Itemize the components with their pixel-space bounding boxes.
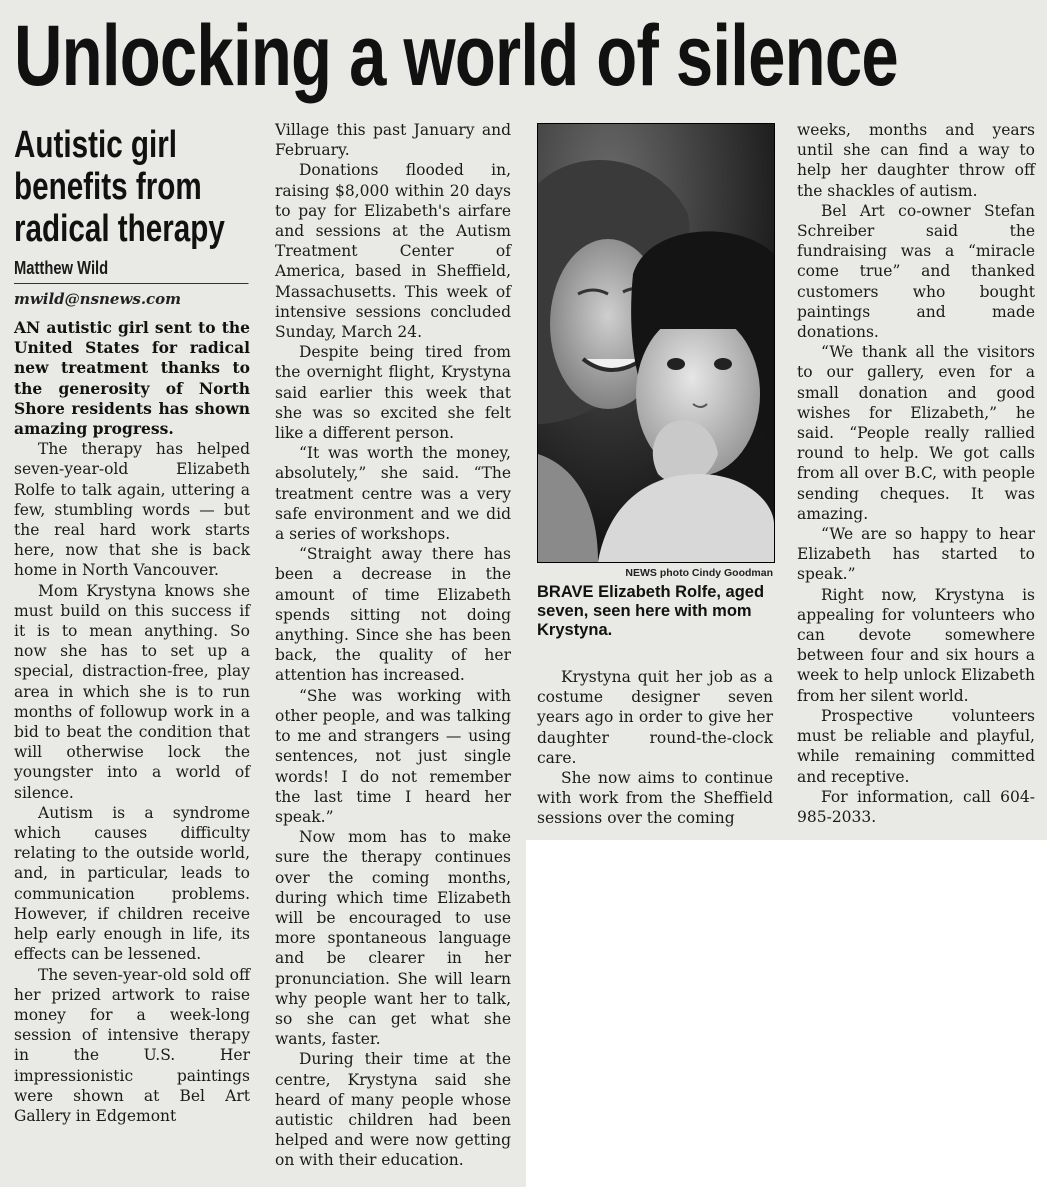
paragraph: Right now, Krystyna is appealing for volunteers who can devote somewhere between four and six hours a week to help unlock Elizabeth from her silent world. bbox=[797, 585, 1035, 705]
paragraph: The therapy has helped seven-year-old Elizabeth Rolfe to talk again, uttering a few, stumbling words — but the real hard work starts here, now that she is back home in North Vancouver. bbox=[14, 440, 250, 580]
paragraph: Village this past January and February. bbox=[275, 121, 511, 160]
paragraph: “We thank all the visitors to our gallery, even for a small donation and good wishes for Elizabeth,” he said. “People really rallied round to help. We got calls from all over B.C, with people sending cheques. It was amazing. bbox=[797, 343, 1035, 523]
headline: Unlocking a world of silence bbox=[14, 8, 898, 104]
paragraph: The seven-year-old sold off her prized artwork to raise money for a week-long session of intensive therapy in the U.S. Her impressionistic paintings were shown at Bel Art Gallery in Edgemont bbox=[14, 965, 250, 1125]
photo-illustration bbox=[538, 124, 774, 562]
column-2 bbox=[275, 120, 511, 1171]
column-4 bbox=[797, 120, 1035, 827]
column-3 bbox=[537, 667, 773, 829]
paragraph: weeks, months and years until she can find a way to help her daughter throw off the shackles of autism. bbox=[797, 121, 1035, 200]
paragraph: “Straight away there has been a decrease in the amount of time Elizabeth spends sitting not doing anything. Since she has been back, the quality of her attention has increased. bbox=[275, 545, 511, 685]
paragraph: Mom Krystyna knows she must build on this success if it is to mean anything. So now she has to set up a special, distraction-free, play area in which she is to run months of followup work in a bid to beat the condition that will otherwise lock the youngster into a world of silence. bbox=[14, 581, 250, 802]
paragraph: “We are so happy to hear Elizabeth has started to speak.” bbox=[797, 525, 1035, 584]
paragraph: During their time at the centre, Krystyna said she heard of many people whose autistic children had been helped and were now getting on with their education. bbox=[275, 1050, 511, 1170]
author-email: mwild@nsnews.com bbox=[14, 290, 182, 308]
paragraph: “She was working with other people, and was talking to me and strangers — using sentences, not just single words! I do not remember the last time I heard her speak.” bbox=[275, 686, 511, 826]
paragraph: Prospective volunteers must be reliable and playful, while remaining committed and receptive. bbox=[797, 706, 1035, 786]
column-1 bbox=[14, 124, 250, 1126]
photo-mother-and-daughter bbox=[537, 123, 775, 563]
subhead: Autistic girl benefits from radical therapy bbox=[14, 124, 225, 250]
paragraph: Donations flooded in, raising $8,000 within 20 days to pay for Elizabeth's airfare and sessions at the Autism Treatment Center of America, based in Sheffield, Massachusetts. This week of intensive sessions concluded Sunday, March 24. bbox=[275, 161, 511, 342]
byline: Matthew Wild bbox=[14, 258, 249, 284]
paragraph: Now mom has to make sure the therapy continues over the coming months, during which time Elizabeth will be encouraged to use more spontaneous language and be clearer in her pronunciation. She will learn why people want her to talk, so she can get what she wants, faster. bbox=[275, 828, 511, 1049]
paragraph: For information, call 604-985-2033. bbox=[797, 787, 1035, 826]
paragraph: Despite being tired from the overnight flight, Krystyna said earlier this week that she was so excited she felt like a different person. bbox=[275, 343, 511, 443]
paragraph: Krystyna quit her job as a costume designer seven years ago in order to give her daughter round-the-clock care. bbox=[537, 668, 773, 767]
paragraph: Bel Art co-owner Stefan Schreiber said the fundraising was a “miracle come true” and thanked customers who bought paintings and made donations. bbox=[797, 201, 1035, 342]
lede-paragraph: AN autistic girl sent to the United States for radical new treatment thanks to the generosity of North Shore residents has shown amazing progress. bbox=[14, 318, 250, 439]
photo-caption: BRAVE Elizabeth Rolfe, aged seven, seen here with mom Krystyna. bbox=[537, 583, 765, 639]
photo-credit: NEWS photo Cindy Goodman bbox=[625, 567, 773, 579]
paragraph: Autism is a syndrome which causes difficulty relating to the outside world, and, in particular, leads to communication problems. However, if children receive help early enough in life, its effects can be lessened. bbox=[14, 803, 250, 964]
paragraph: “It was worth the money, absolutely,” she said. “The treatment centre was a very safe environment and we did a series of workshops. bbox=[275, 444, 511, 544]
paragraph: She now aims to continue with work from the Sheffield sessions over the coming bbox=[537, 769, 773, 828]
